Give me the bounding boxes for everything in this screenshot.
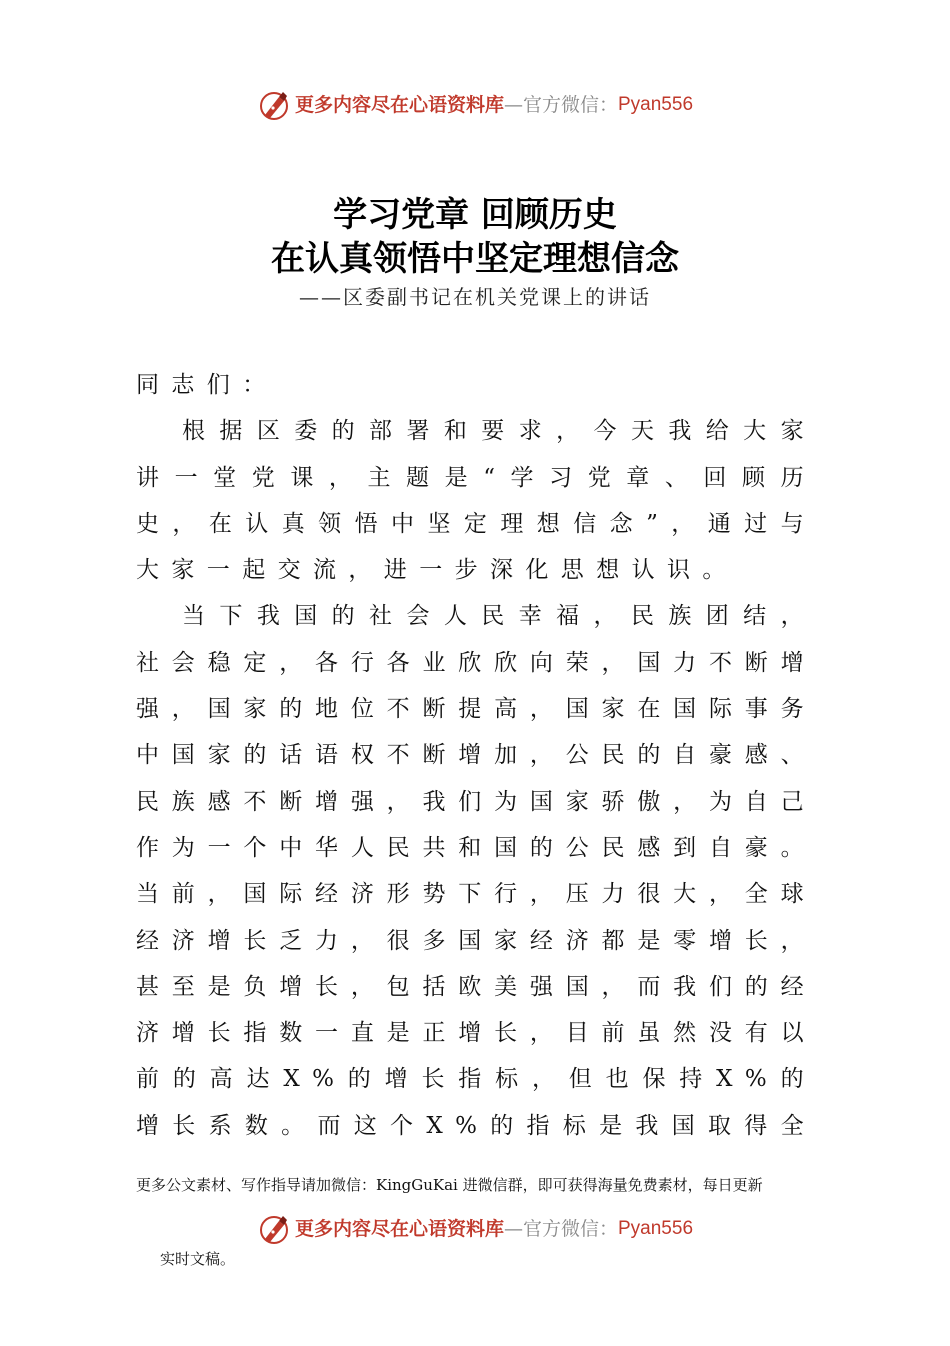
watermark-banner-top xyxy=(0,88,950,122)
watermark-lead-text: 更多内容尽在心语资料库 xyxy=(294,94,504,116)
document-body xyxy=(136,362,816,1142)
footer-tail: 实时文稿。 xyxy=(160,1250,236,1268)
watermark-lead-text: 更多内容尽在心语资料库 xyxy=(294,1218,504,1240)
salutation: 同志们： xyxy=(136,372,278,398)
watermark-wechat-id: Pyan556 xyxy=(618,94,694,115)
watermark-wechat-id: Pyan556 xyxy=(618,1218,694,1239)
document-title-line1: 学习党章 回顾历史 xyxy=(333,195,617,235)
paragraph-2: 当下我国的社会人民幸福，民族团结，社会稳定，各行各业欣欣向荣，国力不断增强，国家的地位不断提高，国家在国际事务中国家的话语权不断增加，公民的自豪感、民族感不断增强，我们为国家骄傲，为自己作为一个中华人民共和国的公民感到自豪。当前，国际经济形势下行，压力很大，全球经济增长乏力，很多国家经济都是零增长，甚至是负增长，包括欧美强国，而我们的经济增长指数一直是正增长，目前虽然没有以前的高达X%的增长指标，但也保持X%的增长系数。而这个X%的指标是我国取得全 xyxy=(136,603,816,1139)
paragraph-1: 根据区委的部署和要求，今天我给大家讲一堂党课，主题是“学习党章、回顾历史，在认真领悟中坚定理想信念”，通过与大家一起交流，进一步深化思想认识。 xyxy=(136,418,816,584)
watermark-rest-text: —官方微信： xyxy=(503,1218,618,1240)
document-title-line2: 在认真领悟中坚定理想信念 xyxy=(271,239,679,279)
document-subtitle: ——区委副书记在机关党课上的讲话 xyxy=(299,285,651,309)
footer-note: 更多公文素材、写作指导请加微信：KingGuKai 进微信群，即可获得海量免费素材，每日更新 xyxy=(136,1176,763,1194)
watermark-rest-text: —官方微信： xyxy=(503,94,618,116)
pen-nib-logo-icon xyxy=(257,88,291,122)
watermark-banner-bottom xyxy=(0,1212,950,1246)
pen-nib-logo-icon xyxy=(257,1212,291,1246)
